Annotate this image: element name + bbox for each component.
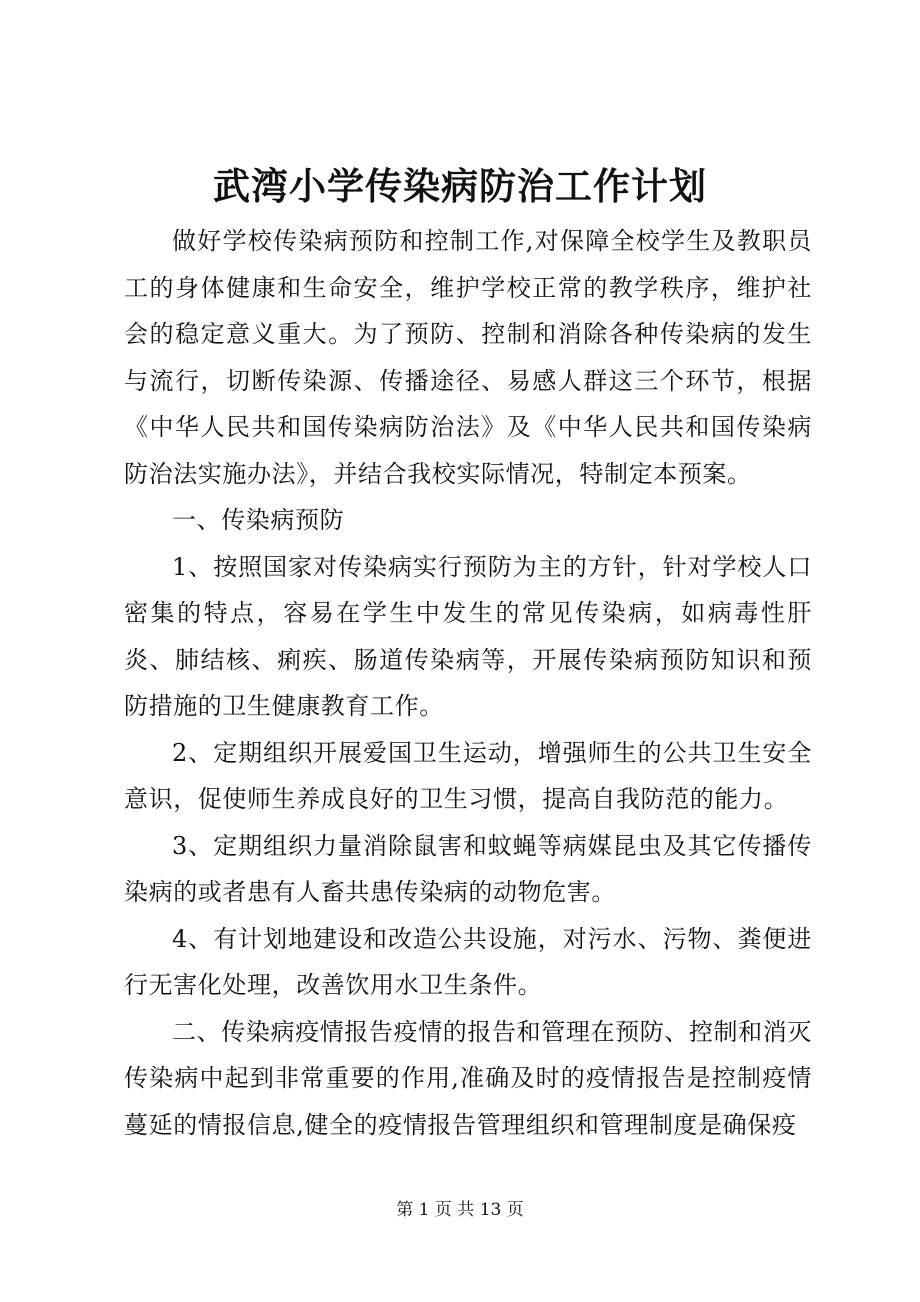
paragraph-item-4: 4、有计划地建设和改造公共设施，对污水、污物、粪便进行无害化处理，改善饮用水卫生条件。 [124, 924, 812, 999]
paragraph-item-3: 3、定期组织力量消除鼠害和蚊蝇等病媒昆虫及其它传播传染病的或者患有人畜共患传染病的动物危害。 [124, 831, 812, 906]
document-title: 武湾小学传染病防治工作计划 [213, 164, 707, 208]
document-body [124, 218, 812, 1148]
paragraph-item-2: 2、定期组织开展爱国卫生运动，增强师生的公共卫生安全意识，促使师生养成良好的卫生习惯，提高自我防范的能力。 [124, 738, 812, 813]
section-heading-prevention: 一、传染病预防 [172, 506, 345, 534]
paragraph-item-1: 1、按照国家对传染病实行预防为主的方针，针对学校人口密集的特点，容易在学生中发生的常见传染病，如病毒性肝炎、肺结核、痢疾、肠道传染病等，开展传染病预防知识和预防措施的卫生健康教育工作。 [124, 552, 812, 720]
page-number-label: 第 1 页 共 13 页 [396, 1200, 524, 1220]
page-footer [0, 1196, 920, 1224]
section-heading-reporting: 二、传染病疫情报告疫情的报告和管理在预防、控制和消灭传染病中起到非常重要的作用,准确及时的疫情报告是控制疫情蔓延的情报信息,健全的疫情报告管理组织和管理制度是确保疫 [124, 1017, 812, 1139]
paragraph-intro: 做好学校传染病预防和控制工作,对保障全校学生及教职员工的身体健康和生命安全，维护学校正常的教学秩序，维护社会的稳定意义重大。为了预防、控制和消除各种传染病的发生与流行，切断传染源、传播途径、易感人群这三个环节，根据《中华人民共和国传染病防治法》及《中华人民共和国传染病防治法实施办法》，并结合我校实际情况，特制定本预案。 [124, 227, 812, 488]
